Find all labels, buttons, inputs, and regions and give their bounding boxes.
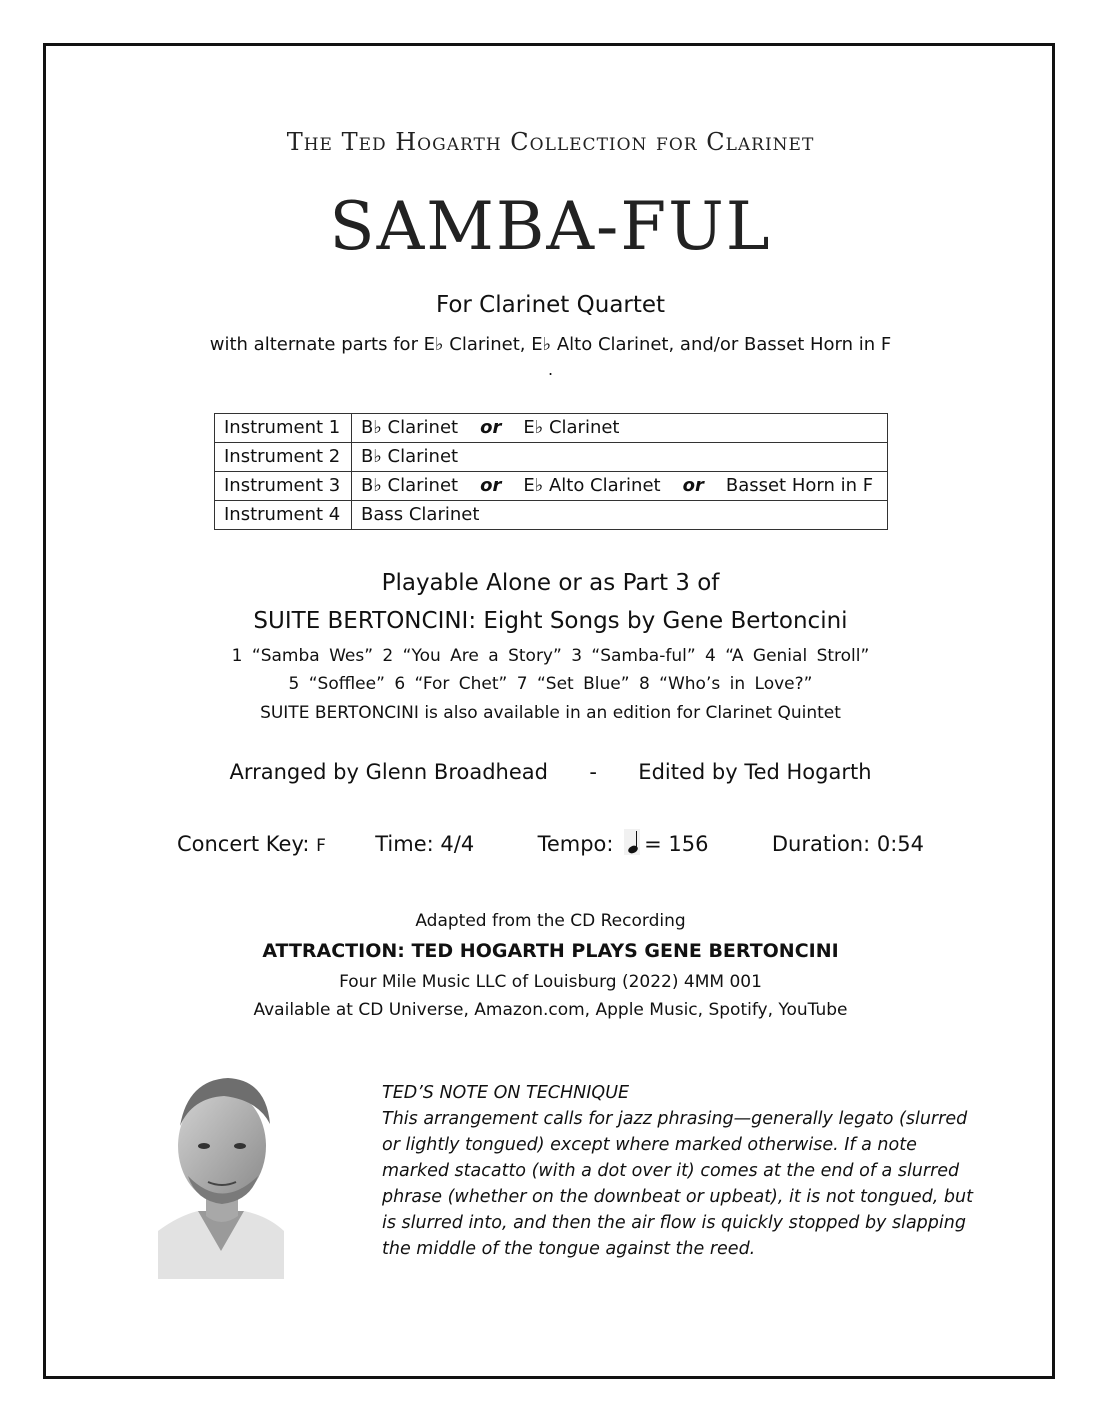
or-separator: or [480, 417, 502, 438]
separator-dot: . [547, 360, 554, 379]
piece-title: SAMBA-FUL [329, 188, 772, 265]
song-list-line-1: 1 “Samba Wes” 2 “You Are a Story” 3 “Samba-ful” 4 “A Genial Stroll” [231, 646, 870, 666]
suite-edition-note: SUITE BERTONCINI is also available in an edition for Clarinet Quintet [260, 703, 841, 723]
instrument-row [215, 443, 888, 472]
instrument-parts [352, 443, 888, 472]
instrument-label: Instrument 4 [215, 501, 352, 530]
instrument-part: B♭ Clarinet [361, 475, 459, 496]
concert-key-value: F [316, 836, 326, 856]
instrument-parts [352, 472, 888, 501]
credit-separator: - [589, 760, 597, 784]
instrument-parts [352, 501, 888, 530]
instrument-label: Instrument 1 [215, 414, 352, 443]
time-signature: Time: 4/4 [375, 832, 475, 856]
instrument-label: Instrument 3 [215, 472, 352, 501]
tempo-label: Tempo: [537, 832, 614, 856]
editor-credit: Edited by Ted Hogarth [638, 760, 872, 784]
technique-heading: TED’S NOTE ON TECHNIQUE [382, 1083, 630, 1103]
cd-title: ATTRACTION: TED HOGARTH PLAYS GENE BERTONCINI [262, 940, 839, 962]
arranger-credit: Arranged by Glenn Broadhead [229, 760, 548, 784]
concert-key-label: Concert Key: [176, 832, 317, 856]
tempo-value: = 156 [644, 832, 709, 856]
performance-info [0, 829, 1101, 856]
instrument-part: Bass Clarinet [361, 504, 480, 525]
instrument-part: Basset Horn in F [725, 475, 874, 496]
instrument-part: B♭ Clarinet [361, 446, 459, 467]
adapted-from: Adapted from the CD Recording [415, 911, 686, 931]
instrument-row [215, 501, 888, 530]
technique-note [382, 1080, 982, 1262]
collection-title: The Ted Hogarth Collection for Clarinet [286, 128, 815, 156]
instrument-row [215, 472, 888, 501]
or-separator: or [480, 475, 502, 496]
alternate-parts-note: with alternate parts for E♭ Clarinet, E♭ Alto Clarinet, and/or Basset Horn in F [209, 334, 892, 355]
song-list-line-2: 5 “Sofflee” 6 “For Chet” 7 “Set Blue” 8 “Who’s in Love?” [288, 674, 813, 694]
instrument-label: Instrument 2 [215, 443, 352, 472]
credits-line [0, 760, 1101, 784]
portrait-photo [158, 1066, 284, 1279]
instrument-table [214, 413, 888, 530]
instrument-part: B♭ Clarinet [361, 417, 459, 438]
availability: Available at CD Universe, Amazon.com, Apple Music, Spotify, YouTube [253, 1000, 848, 1020]
duration: Duration: 0:54 [771, 832, 925, 856]
technique-body: This arrangement calls for jazz phrasing—generally legato (slurred or lightly tongued) except where marked otherwise. If a note marked stacatto (with a dot over it) comes at the end of a slurred phrase (whether on the downbeat or upbeat), it is not tongued, but is slurred into, and then the air flow is quickly stopped by slapping the middle of the tongue against the reed. [382, 1109, 973, 1259]
or-separator: or [682, 475, 704, 496]
piece-subtitle: For Clarinet Quartet [435, 292, 666, 318]
suite-title: SUITE BERTONCINI: Eight Songs by Gene Bertoncini [253, 608, 848, 634]
playable-line: Playable Alone or as Part 3 of [381, 570, 720, 596]
instrument-part: E♭ Clarinet [523, 417, 620, 438]
instrument-parts [352, 414, 888, 443]
instrument-part: E♭ Alto Clarinet [523, 475, 661, 496]
instrument-row [215, 414, 888, 443]
quarter-note-icon [624, 829, 640, 855]
record-label: Four Mile Music LLC of Louisburg (2022) 4MM 001 [339, 972, 762, 992]
